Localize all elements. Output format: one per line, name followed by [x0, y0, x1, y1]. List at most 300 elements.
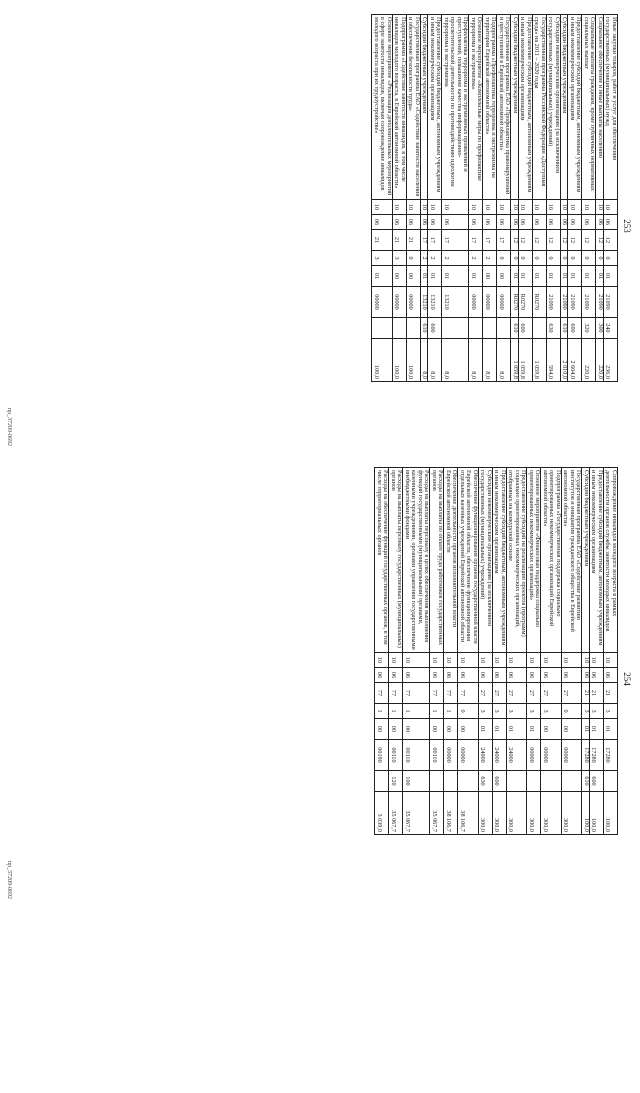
- code-cell: 0: [407, 251, 421, 266]
- code-cell: 10: [444, 653, 458, 668]
- code-cell: 10: [561, 200, 569, 215]
- code-cell: 01: [519, 266, 533, 287]
- row-name: Субсидии бюджетным учреждениям: [511, 15, 519, 200]
- code-cell: 77: [430, 683, 444, 704]
- code-cell: 0: [596, 251, 604, 266]
- code-cell: 00000: [497, 287, 511, 318]
- table-row: [493, 468, 507, 835]
- table-row: [375, 468, 389, 835]
- code-cell: 06: [407, 215, 421, 230]
- row-name: Предоставление субсидий бюджетным, автономным учреждениям и иным некоммерческим организациям: [568, 15, 582, 200]
- code-cell: 0: [568, 251, 582, 266]
- code-cell: 3: [590, 704, 604, 719]
- code-cell: 10: [547, 200, 561, 215]
- code-cell: 00000: [407, 287, 421, 318]
- code-cell: 00: [403, 719, 430, 740]
- row-name: Социальное обеспечение и иные выплаты населению: [596, 15, 604, 200]
- amount-cell: 220,0: [596, 339, 604, 382]
- amount-cell: 300,0: [507, 792, 528, 835]
- amount-cell: 2 604,0: [568, 339, 582, 382]
- table-row: [458, 468, 479, 835]
- code-cell: 06: [469, 215, 483, 230]
- row-name: Предоставление субсидий бюджетным, автономным учреждениям и иным некоммерческим организациям: [428, 15, 442, 200]
- code-cell: 12: [561, 230, 569, 251]
- code-cell: 77: [458, 683, 479, 704]
- row-name: Подпрограмма «Содействие занятости инвалидов, в том числе инвалидов молодого возраста, в Еврейской автономной области»: [393, 15, 407, 200]
- code-cell: 01: [372, 266, 393, 287]
- row-name: Субсидии бюджетным учреждениям: [561, 15, 569, 200]
- code-cell: 10: [596, 200, 604, 215]
- code-cell: 21: [393, 230, 407, 251]
- code-cell: 10: [493, 653, 507, 668]
- code-cell: 27: [541, 683, 562, 704]
- code-cell: 01: [442, 266, 469, 287]
- code-cell: 10: [393, 200, 407, 215]
- code-cell: 10: [519, 200, 533, 215]
- page-number: 253: [622, 219, 632, 233]
- code-cell: 13210: [428, 287, 442, 318]
- code-cell: 10: [389, 653, 403, 668]
- code-cell: [372, 318, 393, 339]
- amount-cell: 100,0: [590, 792, 604, 835]
- code-cell: 1: [444, 704, 458, 719]
- table-row: [533, 15, 547, 382]
- code-cell: 06: [372, 215, 393, 230]
- code-cell: 2: [428, 251, 442, 266]
- code-cell: 0: [562, 704, 583, 719]
- code-cell: R0270: [511, 287, 519, 318]
- code-cell: 21090: [604, 287, 618, 318]
- amount-cell: 8,0: [442, 339, 469, 382]
- code-cell: 12: [533, 230, 547, 251]
- code-cell: [393, 318, 407, 339]
- code-cell: 00: [407, 266, 421, 287]
- code-cell: 06: [519, 215, 533, 230]
- budget-table: [372, 14, 619, 382]
- code-cell: 10: [590, 653, 604, 668]
- code-cell: 0: [511, 251, 519, 266]
- code-cell: 10: [421, 200, 429, 215]
- code-cell: 00000: [458, 740, 479, 771]
- code-cell: [562, 771, 583, 792]
- code-cell: 0: [519, 251, 533, 266]
- code-cell: 21090: [582, 287, 596, 318]
- amount-cell: 220,0: [582, 339, 596, 382]
- code-cell: 17: [428, 230, 442, 251]
- code-cell: 06: [604, 215, 618, 230]
- code-cell: 06: [568, 215, 582, 230]
- code-cell: [497, 318, 511, 339]
- code-cell: 21090: [596, 287, 604, 318]
- page-number: 254: [622, 672, 632, 686]
- document-reference: пр_37209-0692: [6, 860, 12, 899]
- code-cell: 12: [547, 230, 561, 251]
- code-cell: 00: [389, 719, 403, 740]
- code-cell: 01: [533, 266, 547, 287]
- table-row: [430, 468, 444, 835]
- table-row: [421, 15, 429, 382]
- code-cell: 21: [604, 683, 618, 704]
- code-cell: 3: [479, 704, 493, 719]
- code-cell: 21: [407, 230, 421, 251]
- code-cell: 06: [596, 215, 604, 230]
- code-cell: 12: [596, 230, 604, 251]
- code-cell: 17: [483, 230, 497, 251]
- code-cell: [541, 771, 562, 792]
- table-row: [511, 15, 519, 382]
- code-cell: [444, 771, 458, 792]
- code-cell: 13210: [421, 287, 429, 318]
- code-cell: 2: [421, 251, 429, 266]
- code-cell: 00110: [430, 740, 444, 771]
- row-name: Предоставление субсидий бюджетным, автономным учреждениям и иным некоммерческим организациям: [493, 468, 507, 653]
- code-cell: 01: [604, 719, 618, 740]
- code-cell: 21090: [547, 287, 561, 318]
- code-cell: 3: [541, 704, 562, 719]
- amount-cell: 38 106,7: [458, 792, 479, 835]
- table-row: [582, 468, 590, 835]
- table-row: [469, 15, 483, 382]
- code-cell: 77: [444, 683, 458, 704]
- table-row: [428, 15, 442, 382]
- code-cell: 00: [375, 719, 389, 740]
- amount-cell: 35 067,7: [389, 792, 403, 835]
- code-cell: 00: [541, 719, 562, 740]
- amount-cell: 300,0: [493, 792, 507, 835]
- code-cell: 3: [507, 704, 528, 719]
- amount-cell: 300,0: [562, 792, 583, 835]
- code-cell: 17: [442, 230, 469, 251]
- code-cell: 17280: [604, 740, 618, 771]
- code-cell: 06: [582, 215, 596, 230]
- code-cell: 06: [604, 668, 618, 683]
- code-cell: 0: [604, 251, 618, 266]
- amount-cell: 236,0: [604, 339, 618, 382]
- code-cell: 10: [375, 653, 389, 668]
- amount-cell: 8,0: [428, 339, 442, 382]
- amount-cell: 100,0: [407, 339, 421, 382]
- table-row: [596, 15, 604, 382]
- code-cell: 27: [493, 683, 507, 704]
- code-cell: 3: [604, 704, 618, 719]
- code-cell: 00: [483, 266, 497, 287]
- amount-cell: 100,0: [393, 339, 407, 382]
- code-cell: 24000: [507, 740, 528, 771]
- code-cell: 06: [547, 215, 561, 230]
- code-cell: 12: [568, 230, 582, 251]
- code-cell: 3: [372, 251, 393, 266]
- code-cell: 06: [483, 215, 497, 230]
- table-row: [590, 468, 604, 835]
- code-cell: [527, 771, 541, 792]
- code-cell: 00000: [562, 740, 583, 771]
- code-cell: 17280: [590, 740, 604, 771]
- amount-cell: 100,0: [604, 792, 618, 835]
- code-cell: 06: [430, 668, 444, 683]
- row-name: Государственная программа ЕАО «Содействие занятости населения и обеспечение безопасности труда»: [407, 15, 421, 200]
- code-cell: 06: [497, 215, 511, 230]
- amount-cell: 8,0: [469, 339, 483, 382]
- code-cell: 06: [458, 668, 479, 683]
- code-cell: 1: [375, 704, 389, 719]
- amount-cell: 3 039,0: [375, 792, 389, 835]
- code-cell: 00000: [444, 740, 458, 771]
- code-cell: 24000: [479, 740, 493, 771]
- code-cell: [375, 771, 389, 792]
- code-cell: 630: [547, 318, 561, 339]
- code-cell: 01: [568, 266, 582, 287]
- code-cell: 77: [389, 683, 403, 704]
- code-cell: 10: [407, 200, 421, 215]
- amount-cell: 8,0: [483, 339, 497, 382]
- table-row: [561, 15, 569, 382]
- code-cell: 01: [561, 266, 569, 287]
- amount-cell: 300,0: [541, 792, 562, 835]
- code-cell: 10: [533, 200, 547, 215]
- row-name: Профилактика терроризма и экстремизмных проявлений и преступлений, повышение качества информационно-просветительской деятельности по противодействию идеологии терроризма и экстремизма: [442, 15, 469, 200]
- amount-cell: 35 067,7: [403, 792, 430, 835]
- code-cell: [458, 771, 479, 792]
- table-row: [444, 468, 458, 835]
- code-cell: 10: [582, 200, 596, 215]
- code-cell: 21: [590, 683, 604, 704]
- row-name: Государственная программа ЕАО «Содействие развитию институтов и инициатив гражданского общества в Еврейской автономной области»: [562, 468, 583, 653]
- code-cell: 00: [444, 719, 458, 740]
- code-cell: 10: [507, 653, 528, 668]
- code-cell: 10: [604, 653, 618, 668]
- table-row: [568, 15, 582, 382]
- row-name: Основное мероприятие «Финансовая поддержка социально ориентированных некоммерческих организаций»: [527, 468, 541, 653]
- code-cell: 2: [483, 251, 497, 266]
- code-cell: 00110: [403, 740, 430, 771]
- amount-cell: 1 059,8: [519, 339, 533, 382]
- amount-cell: 2 010,0: [561, 339, 569, 382]
- code-cell: [507, 771, 528, 792]
- table-row: [604, 15, 618, 382]
- table-row: [497, 15, 511, 382]
- code-cell: R0270: [533, 287, 547, 318]
- code-cell: 06: [533, 215, 547, 230]
- code-cell: 27: [562, 683, 583, 704]
- code-cell: [430, 771, 444, 792]
- code-cell: 01: [507, 719, 528, 740]
- code-cell: 77: [375, 683, 389, 704]
- code-cell: 00: [430, 719, 444, 740]
- code-cell: 1: [389, 704, 403, 719]
- row-name: Подпрограмма «Профилактика терроризма и экстремизма на территории Еврейской автономной области»: [483, 15, 497, 200]
- code-cell: 06: [421, 215, 429, 230]
- code-cell: 3: [393, 251, 407, 266]
- row-name: Субсидии бюджетным учреждениям: [421, 15, 429, 200]
- code-cell: 06: [561, 215, 569, 230]
- row-name: Расходы на выплаты персоналу в целях обеспечения выполнения функций государственными (муниципальными) органами, казенными учреждениями, органами управления государственными внебюджетными фондами: [403, 468, 430, 653]
- code-cell: 10: [372, 200, 393, 215]
- code-cell: 610: [561, 318, 569, 339]
- amount-cell: 100,0: [582, 792, 590, 835]
- code-cell: 06: [582, 668, 590, 683]
- amount-cell: 8,0: [421, 339, 429, 382]
- code-cell: 00: [497, 266, 511, 287]
- amount-cell: 1 059,8: [511, 339, 519, 382]
- code-cell: 21090: [568, 287, 582, 318]
- row-name: Расходы на обеспечение функций государственных органов, в том числе территориальных органов: [375, 468, 389, 653]
- code-cell: 610: [511, 318, 519, 339]
- code-cell: 06: [541, 668, 562, 683]
- table-row: [479, 468, 493, 835]
- code-cell: 10: [562, 653, 583, 668]
- code-cell: 06: [444, 668, 458, 683]
- amount-cell: 38 106,7: [444, 792, 458, 835]
- row-name: Основное мероприятие «Реализация дополнительных мероприятий в сфере занятости инвалидов, включая сопровождение инвалидов молодого возраста при их трудоустройстве»: [372, 15, 393, 200]
- code-cell: 21: [372, 230, 393, 251]
- code-cell: 17: [497, 230, 511, 251]
- code-cell: 10: [430, 653, 444, 668]
- page-254: [0, 453, 632, 1093]
- code-cell: 00000: [372, 287, 393, 318]
- table-row: [442, 15, 469, 382]
- code-cell: 00000: [527, 740, 541, 771]
- code-cell: 21090: [561, 287, 569, 318]
- row-name: Расходы на выплаты персоналу государственных (муниципальных) органов: [389, 468, 403, 653]
- code-cell: [407, 318, 421, 339]
- row-name: Расходы на выплаты по оплате труда работников государственных органов: [430, 468, 444, 653]
- code-cell: 1: [430, 704, 444, 719]
- row-name: Социальные выплаты гражданам, кроме публичных нормативных социальных выплат: [582, 15, 596, 200]
- code-cell: 10: [483, 200, 497, 215]
- code-cell: 01: [479, 719, 493, 740]
- table-row: [541, 468, 562, 835]
- code-cell: 06: [389, 668, 403, 683]
- code-cell: 3: [582, 704, 590, 719]
- table-row: [403, 468, 430, 835]
- code-cell: 600: [493, 771, 507, 792]
- code-cell: 0: [458, 704, 479, 719]
- code-cell: 00110: [389, 740, 403, 771]
- code-cell: 600: [590, 771, 604, 792]
- amount-cell: 8,0: [497, 339, 511, 382]
- document-reference: пр_37209-0692: [6, 407, 12, 446]
- code-cell: 0: [561, 251, 569, 266]
- code-cell: 06: [507, 668, 528, 683]
- code-cell: 27: [479, 683, 493, 704]
- code-cell: 21: [582, 683, 590, 704]
- amount-cell: 300,0: [527, 792, 541, 835]
- code-cell: 06: [393, 215, 407, 230]
- code-cell: 06: [375, 668, 389, 683]
- code-cell: 10: [428, 200, 442, 215]
- code-cell: 0: [547, 251, 561, 266]
- code-cell: 3: [527, 704, 541, 719]
- table-row: [519, 15, 533, 382]
- code-cell: 27: [527, 683, 541, 704]
- code-cell: 00000: [541, 740, 562, 771]
- code-cell: 10: [458, 653, 479, 668]
- code-cell: 13210: [442, 287, 469, 318]
- amount-cell: 300,0: [479, 792, 493, 835]
- code-cell: 00: [458, 719, 479, 740]
- code-cell: 77: [403, 683, 430, 704]
- table-row: [547, 15, 561, 382]
- code-cell: 2: [469, 251, 483, 266]
- code-cell: 0: [533, 251, 547, 266]
- code-cell: 10: [479, 653, 493, 668]
- table-row: [483, 15, 497, 382]
- row-name: Иные закупки товаров, работ и услуг для обеспечения государственных (муниципальных) нужд: [604, 15, 618, 200]
- code-cell: R0270: [519, 287, 533, 318]
- amount-cell: 594,0: [547, 339, 561, 382]
- table-row: [582, 15, 596, 382]
- code-cell: 12: [519, 230, 533, 251]
- code-cell: 3: [493, 704, 507, 719]
- code-cell: 610: [582, 771, 590, 792]
- code-cell: 01: [527, 719, 541, 740]
- row-name: Государственная программа ЕАО «Профилактика правонарушений и преступлений в Еврейской автономной области»: [497, 15, 511, 200]
- table-row: [604, 468, 618, 835]
- code-cell: [469, 318, 483, 339]
- amount-cell: 100,0: [372, 339, 393, 382]
- code-cell: 27: [507, 683, 528, 704]
- code-cell: 06: [428, 215, 442, 230]
- row-name: Субсидии некоммерческим организациям (за исключением государственных (муниципальных) учреждений): [547, 15, 561, 200]
- code-cell: 00000: [483, 287, 497, 318]
- amount-cell: 35 067,7: [430, 792, 444, 835]
- code-cell: 01: [469, 266, 483, 287]
- code-cell: 17: [469, 230, 483, 251]
- code-cell: 17280: [582, 740, 590, 771]
- budget-table: [375, 467, 619, 835]
- row-name: Обеспечение функционирования органов государственной власти Еврейской автономной области, обеспечение функционирования отдельных казенных учреждений Еврейской автономной области: [458, 468, 479, 653]
- code-cell: [533, 318, 547, 339]
- table-row: [407, 15, 421, 382]
- code-cell: 06: [493, 668, 507, 683]
- code-cell: 00000: [393, 287, 407, 318]
- code-cell: 600: [568, 318, 582, 339]
- code-cell: 10: [541, 653, 562, 668]
- row-name: Предоставление субсидий бюджетным, автономным учреждениям и иным некоммерческим организациям: [590, 468, 604, 653]
- code-cell: 240: [604, 318, 618, 339]
- code-cell: 01: [596, 266, 604, 287]
- code-cell: 10: [604, 200, 618, 215]
- code-cell: [604, 771, 618, 792]
- row-name: Государственная программа Российской Федерации «Доступная среда» на 2011 – 2020 годы: [533, 15, 547, 200]
- code-cell: 06: [479, 668, 493, 683]
- code-cell: [442, 318, 469, 339]
- code-cell: 320: [582, 318, 596, 339]
- code-cell: 01: [590, 719, 604, 740]
- code-cell: 12: [604, 230, 618, 251]
- table-row: [393, 15, 407, 382]
- code-cell: 06: [511, 215, 519, 230]
- code-cell: 06: [590, 668, 604, 683]
- table-row: [507, 468, 528, 835]
- code-cell: 01: [582, 719, 590, 740]
- code-cell: 630: [479, 771, 493, 792]
- code-cell: 00190: [375, 740, 389, 771]
- code-cell: 600: [519, 318, 533, 339]
- code-cell: 06: [442, 215, 469, 230]
- code-cell: 06: [403, 668, 430, 683]
- code-cell: 0: [497, 251, 511, 266]
- row-name: Субсидии некоммерческим организациям (за исключением государственных (муниципальных) учреждений): [479, 468, 493, 653]
- code-cell: 01: [511, 266, 519, 287]
- code-cell: 10: [568, 200, 582, 215]
- table-row: [527, 468, 541, 835]
- code-cell: 00: [393, 266, 407, 287]
- code-cell: 10: [582, 653, 590, 668]
- code-cell: [483, 318, 497, 339]
- code-cell: 01: [604, 266, 618, 287]
- code-cell: 300: [596, 318, 604, 339]
